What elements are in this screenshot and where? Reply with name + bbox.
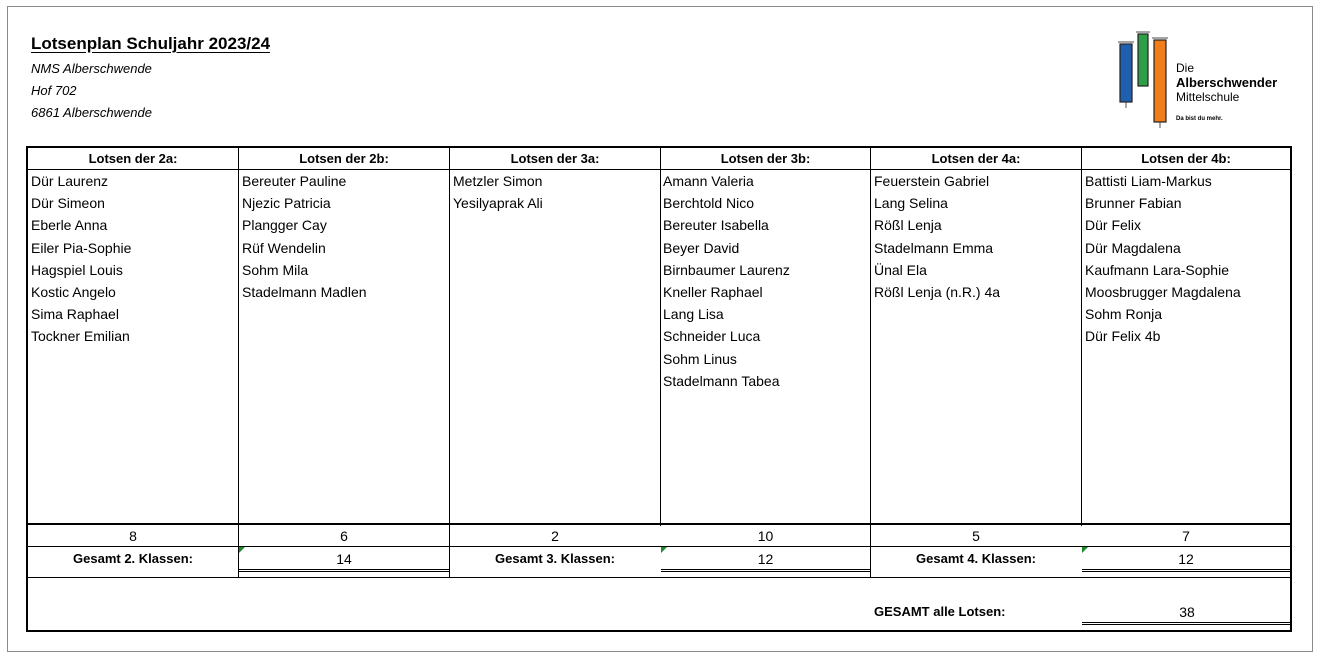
table-bottom-border <box>26 630 1292 632</box>
student-name: Eiler Pia-Sophie <box>31 239 132 256</box>
student-name: Berchtold Nico <box>663 195 755 212</box>
school-name: NMS Alberschwende <box>31 61 152 76</box>
subtotal-label-2: Gesamt 2. Klassen: <box>73 551 193 566</box>
student-name: Stadelmann Emma <box>874 239 994 256</box>
subtotal-value-4: 12 <box>1178 551 1194 567</box>
logo-text-die: Die <box>1176 61 1195 75</box>
subtotal-value-2: 14 <box>336 551 352 567</box>
student-name: Stadelmann Tabea <box>663 372 780 389</box>
student-name: Dür Simeon <box>31 195 105 212</box>
student-name: Dür Magdalena <box>1085 239 1181 256</box>
logo-text-alberschwender: Alberschwender <box>1176 75 1278 90</box>
name-list-3b <box>663 170 790 392</box>
school-city: 6861 Alberschwende <box>31 105 152 120</box>
student-name: Feuerstein Gabriel <box>874 173 990 189</box>
count-4a: 5 <box>972 528 980 544</box>
student-name: Sohm Ronja <box>1085 306 1163 323</box>
col-divider <box>238 148 239 578</box>
grand-total-label: GESAMT alle Lotsen: <box>874 604 1006 619</box>
student-name: Plangger Cay <box>242 217 327 234</box>
name-list-2b <box>242 170 367 303</box>
logo-text-mittelschule: Mittelschule <box>1176 90 1240 104</box>
name-list-4b <box>1085 170 1241 348</box>
logo-bars <box>1118 32 1168 128</box>
column-header-3b: Lotsen der 3b: <box>661 148 870 170</box>
student-name: Dür Laurenz <box>31 173 109 189</box>
subtotal-row-bottom-border <box>28 577 1290 578</box>
student-name: Metzler Simon <box>453 173 543 189</box>
col-divider <box>870 148 871 578</box>
page-title: Lotsenplan Schuljahr 2023/24 <box>31 34 271 53</box>
subtotal-underline <box>1082 569 1290 572</box>
column-header-4a: Lotsen der 4a: <box>871 148 1081 170</box>
student-name: Birnbaumer Laurenz <box>663 261 790 278</box>
student-name: Tockner Emilian <box>31 328 130 345</box>
student-name: Rößl Lenja <box>874 217 942 234</box>
count-2a: 8 <box>129 528 137 544</box>
col-divider <box>1081 148 1082 526</box>
student-name: Brunner Fabian <box>1085 195 1182 212</box>
grand-total-underline <box>1082 622 1290 625</box>
student-name: Bereuter Isabella <box>663 217 769 234</box>
student-name: Rüf Wendelin <box>242 239 326 256</box>
student-name: Amann Valeria <box>663 173 754 189</box>
student-name: Sohm Linus <box>663 350 737 367</box>
student-name: Battisti Liam-Markus <box>1085 173 1212 189</box>
student-name: Moosbrugger Magdalena <box>1085 284 1241 301</box>
student-name: Sima Raphael <box>31 306 119 323</box>
column-header-3a: Lotsen der 3a: <box>450 148 660 170</box>
count-row-top-border <box>26 523 1292 525</box>
count-2b: 6 <box>340 528 348 544</box>
grand-total-value: 38 <box>1179 604 1195 620</box>
count-row-bottom-border <box>28 546 1290 547</box>
student-name: Beyer David <box>663 239 740 256</box>
student-name: Kneller Raphael <box>663 284 763 301</box>
logo-slogan: Da bist du mehr. <box>1176 116 1223 122</box>
student-name: Kostic Angelo <box>31 284 116 301</box>
student-name: Dür Felix <box>1085 217 1142 234</box>
student-name: Bereuter Pauline <box>242 173 347 189</box>
subtotal-value-3: 12 <box>757 551 774 567</box>
student-name: Njezic Patricia <box>242 195 331 212</box>
col-divider <box>449 148 450 578</box>
subtotal-underline <box>239 569 449 572</box>
subtotal-label-4: Gesamt 4. Klassen: <box>916 551 1036 566</box>
count-3b: 10 <box>757 528 774 544</box>
student-name: Kaufmann Lara-Sophie <box>1085 261 1229 278</box>
student-name: Dür Felix 4b <box>1085 328 1161 345</box>
student-name: Lang Selina <box>874 195 948 212</box>
student-name: Ünal Ela <box>874 261 927 278</box>
subtotal-underline <box>661 569 870 572</box>
count-4b: 7 <box>1182 528 1190 544</box>
name-list-2a <box>31 170 131 348</box>
subtotal-label-3: Gesamt 3. Klassen: <box>495 551 615 566</box>
column-header-2b: Lotsen der 2b: <box>239 148 449 170</box>
name-list-3a <box>453 170 543 214</box>
student-name: Sohm Mila <box>242 261 309 278</box>
column-header-2a: Lotsen der 2a: <box>28 148 238 170</box>
name-list-4a <box>874 170 1000 303</box>
count-3a: 2 <box>551 528 559 544</box>
column-header-4b: Lotsen der 4b: <box>1082 148 1290 170</box>
student-name: Schneider Luca <box>663 328 761 345</box>
student-name: Rößl Lenja (n.R.) 4a <box>874 284 1001 301</box>
school-street: Hof 702 <box>31 83 77 98</box>
student-name: Lang Lisa <box>663 306 724 323</box>
student-name: Stadelmann Madlen <box>242 284 367 301</box>
student-name: Yesilyaprak Ali <box>453 195 543 212</box>
col-divider <box>660 148 661 526</box>
student-name: Hagspiel Louis <box>31 261 123 278</box>
student-name: Eberle Anna <box>31 217 108 234</box>
